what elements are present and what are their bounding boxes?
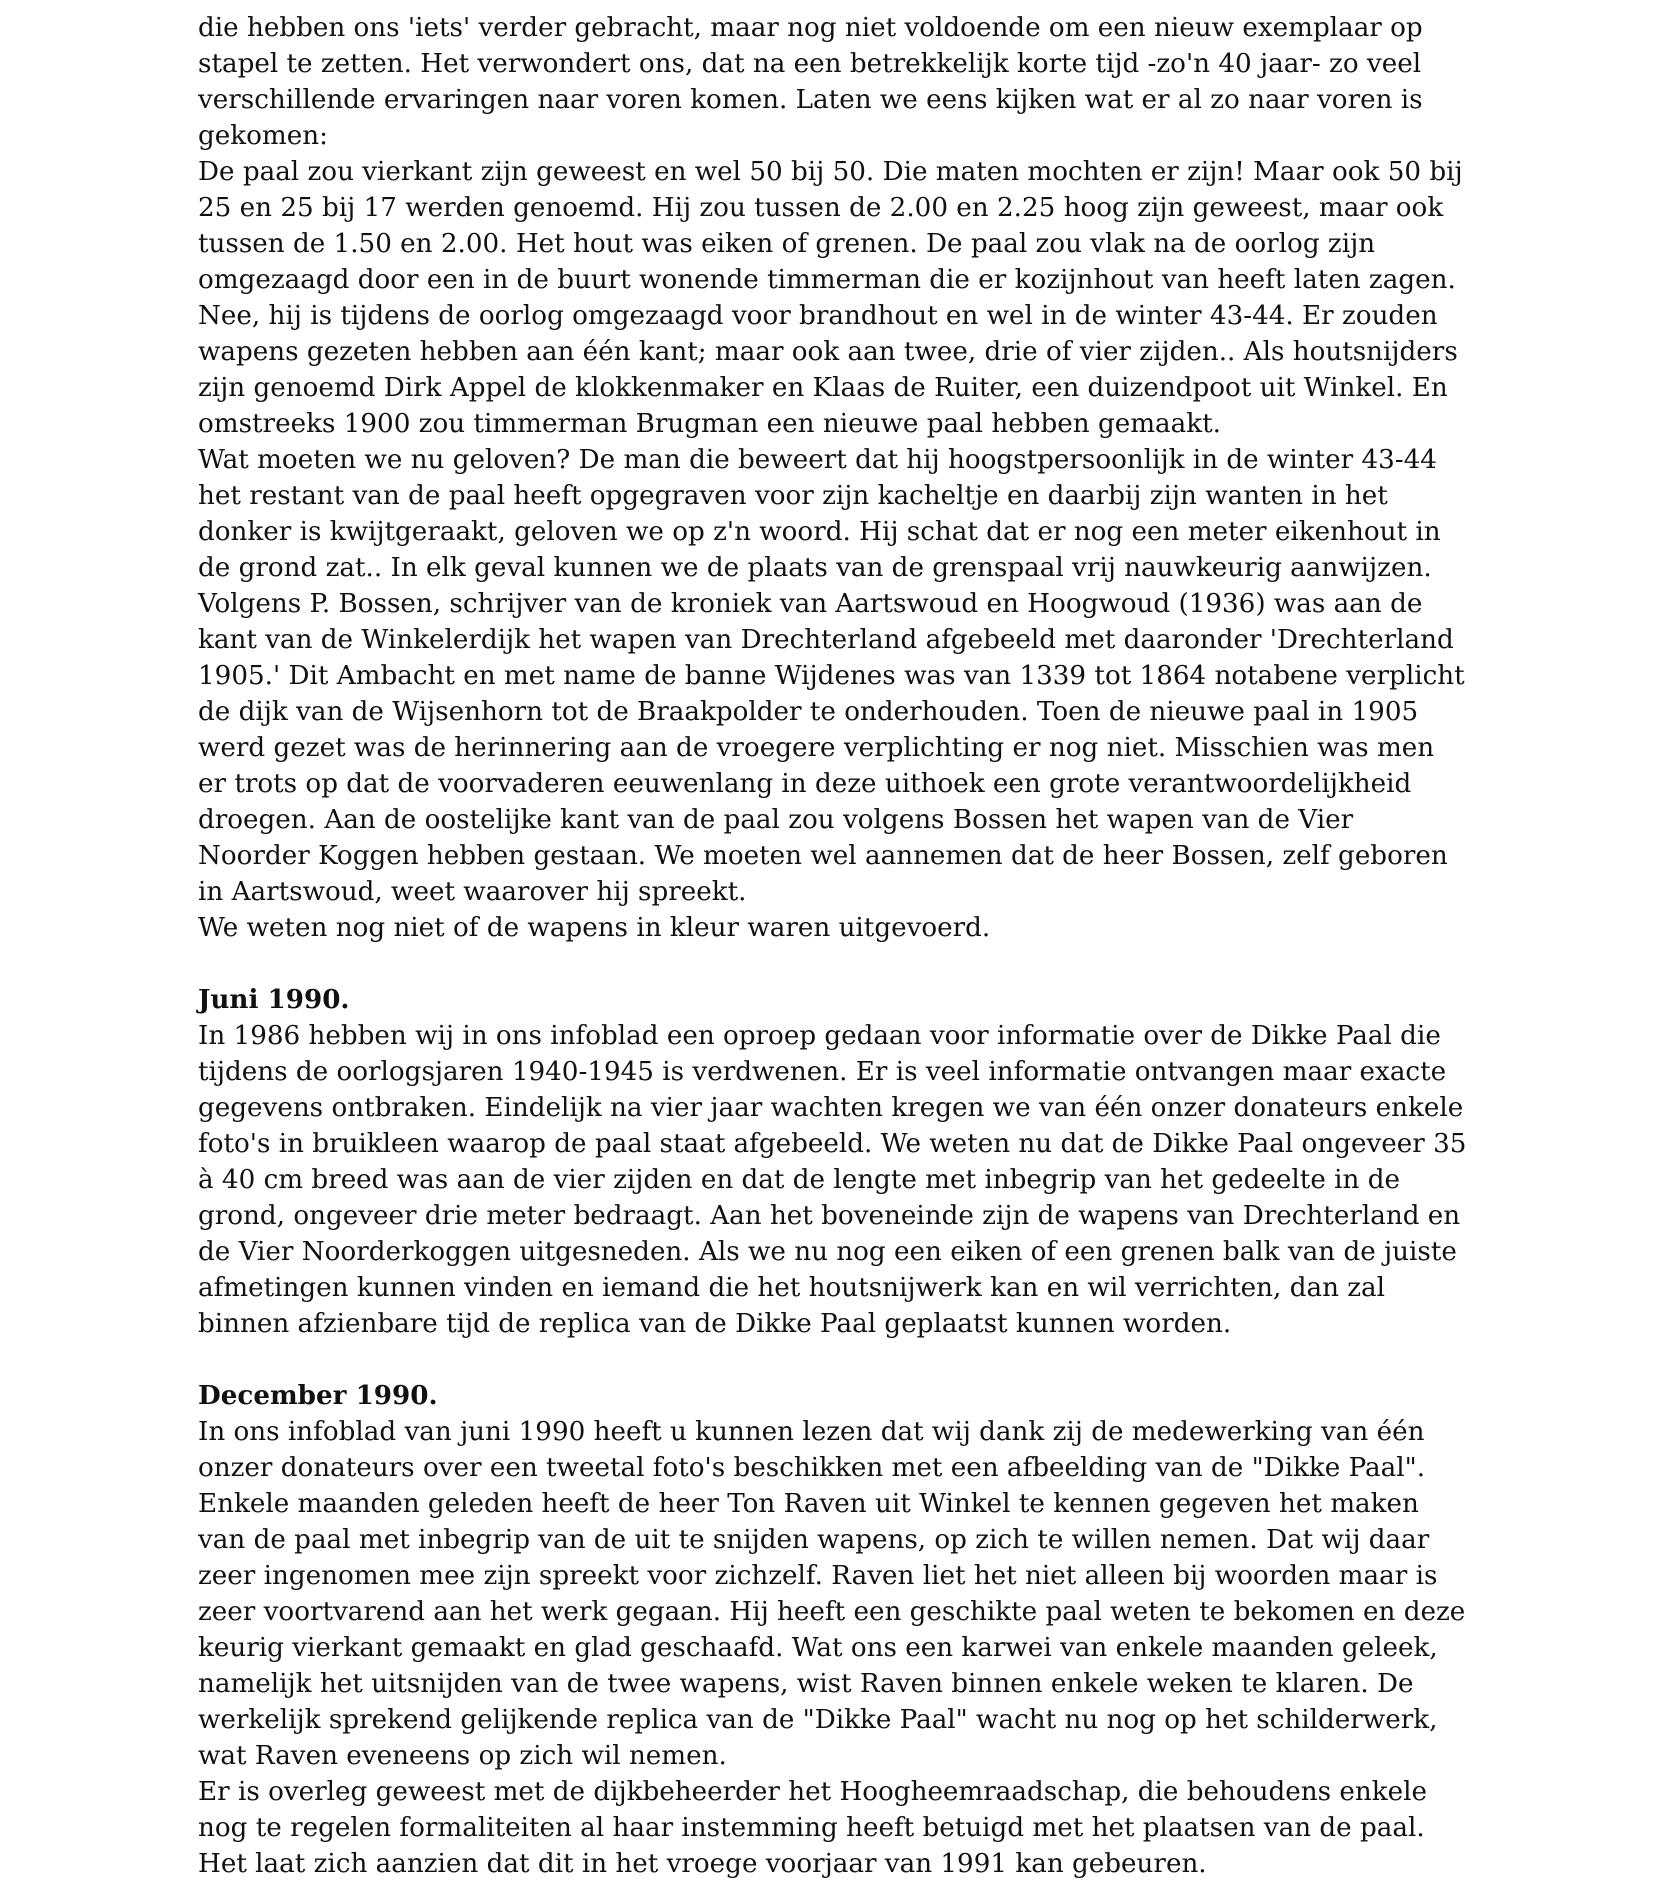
december-paragraph-1: In ons infoblad van juni 1990 heeft u kunnen lezen dat wij dank zij de medewerking van één onzer donateurs over een tweetal foto's beschikken met een afbeelding van de "Dikke Paal". Enkele maanden geleden heeft de heer Ton Raven uit Winkel te kennen gegeven het maken van de paal met inbegrip van de uit te snijden wapens, op zich te willen nemen. Dat wij daar zeer ingenomen mee zijn spreekt voor zichzelf. Raven liet het niet alleen bij woorden maar is zeer voortvarend aan het werk gegaan. Hij heeft een geschikte paal weten te bekomen en deze keurig vierkant gemaakt en glad geschaafd. Wat ons een karwei van enkele maanden geleek, namelijk het uitsnijden van de twee wapens, wist Raven binnen enkele weken te klaren. De werkelijk sprekend gelijkende replica van de "Dikke Paal" wacht nu nog op het schilderwerk, wat Raven eveneens op zich wil nemen. <box>198 1417 1466 1771</box>
intro-paragraph-1: die hebben ons 'iets' verder gebracht, maar nog niet voldoende om een nieuw exemplaar op stapel te zetten. Het verwondert ons, dat na een betrekkelijk korte tijd -zo'n 40 jaar- zo veel verschillende ervaringen naar voren komen. Laten we eens kijken wat er al zo naar voren is gekomen: <box>198 13 1423 151</box>
section-spacer <box>198 946 1468 982</box>
june-paragraph: In 1986 hebben wij in ons infoblad een oproep gedaan voor informatie over de Dikke Paal die tijdens de oorlogsjaren 1940-1945 is verdwenen. Er is veel informatie ontvangen maar exacte gegevens ontbraken. Eindelijk na vier jaar wachten kregen we van één onzer donateurs enkele foto's in bruikleen waarop de paal staat afgebeeld. We weten nu dat de Dikke Paal ongeveer 35 à 40 cm breed was aan de vier zijden en dat de lengte met inbegrip van het gedeelte in de grond, ongeveer drie meter bedraagt. Aan het boveneinde zijn de wapens van Drechterland en de Vier Noorderkoggen uitgesneden. Als we nu nog een eiken of een grenen balk van de juiste afmetingen kunnen vinden en iemand die het houtsnijwerk kan en wil verrichten, dan zal binnen afzienbare tijd de replica van de Dikke Paal geplaatst kunnen worden. <box>198 1021 1467 1339</box>
section-spacer <box>198 1342 1468 1378</box>
section-heading-december: December 1990. <box>198 1380 438 1411</box>
section-heading-june: Juni 1990. <box>198 984 350 1015</box>
december-paragraph-2: Er is overleg geweest met de dijkbeheerder het Hoogheemraadschap, die behoudens enkele nog te regelen formaliteiten al haar instemming heeft betuigd met het plaatsen van de paal. Het laat zich aanzien dat dit in het vroege voorjaar van 1991 kan gebeuren. <box>198 1777 1427 1879</box>
intro-paragraph-2: De paal zou vierkant zijn geweest en wel 50 bij 50. Die maten mochten er zijn! Maar ook 50 bij 25 en 25 bij 17 werden genoemd. Hij zou tussen de 2.00 en 2.25 hoog zijn geweest, maar ook tussen de 1.50 en 2.00. Het hout was eiken of grenen. De paal zou vlak na de oorlog zijn omgezaagd door een in de buurt wonende timmerman die er kozijnhout van heeft laten zagen. Nee, hij is tijdens de oorlog omgezaagd voor brandhout en wel in de winter 43-44. Er zouden wapens gezeten hebben aan één kant; maar ook aan twee, drie of vier zijden.. Als houtsnijders zijn genoemd Dirk Appel de klokkenmaker en Klaas de Ruiter, een duizendpoot uit Winkel. En omstreeks 1900 zou timmerman Brugman een nieuwe paal hebben gemaakt. <box>198 157 1463 439</box>
document-page <box>198 10 1468 1882</box>
intro-paragraph-4: We weten nog niet of de wapens in kleur waren uitgevoerd. <box>198 913 991 943</box>
intro-paragraph-3: Wat moeten we nu geloven? De man die beweert dat hij hoogstpersoonlijk in de winter 43-44 het restant van de paal heeft opgegraven voor zijn kacheltje en daarbij zijn wanten in het donker is kwijtgeraakt, geloven we op z'n woord. Hij schat dat er nog een meter eikenhout in de grond zat.. In elk geval kunnen we de plaats van de grenspaal vrij nauwkeurig aanwijzen. Volgens P. Bossen, schrijver van de kroniek van Aartswoud en Hoogwoud (1936) was aan de kant van de Winkelerdijk het wapen van Drechterland afgebeeld met daaronder 'Drechterland 1905.' Dit Ambacht en met name de banne Wijdenes was van 1339 tot 1864 notabene verplicht de dijk van de Wijsenhorn tot de Braakpolder te onderhouden. Toen de nieuwe paal in 1905 werd gezet was de herinnering aan de vroegere verplichting er nog niet. Misschien was men er trots op dat de voorvaderen eeuwenlang in deze uithoek een grote verantwoordelijkheid droegen. Aan de oostelijke kant van de paal zou volgens Bossen het wapen van de Vier Noorder Koggen hebben gestaan. We moeten wel aannemen dat de heer Bossen, zelf geboren in Aartswoud, weet waarover hij spreekt. <box>198 445 1465 907</box>
